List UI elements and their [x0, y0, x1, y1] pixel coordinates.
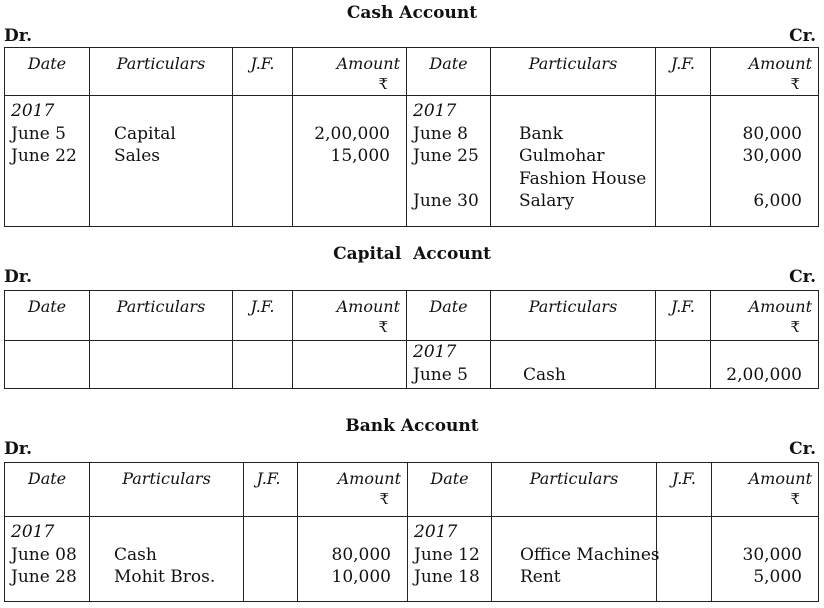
cash-debit-date: June 5: [11, 123, 66, 144]
cash-header-row: [5, 48, 819, 96]
header-date: Date: [5, 48, 90, 96]
header-amount: Amount ₹: [711, 291, 819, 341]
cash-cr-label: Cr.: [789, 26, 816, 46]
bank-debit-year: 2017: [11, 522, 55, 542]
cash-credit-amount: 80,000: [742, 123, 802, 144]
capital-credit-amounts: [711, 341, 819, 389]
cash-debit-dates: [5, 96, 90, 227]
bank-debit-particulars: [90, 517, 244, 602]
bank-debit-jf: [244, 517, 298, 602]
header-particulars: Particulars: [491, 48, 656, 96]
capital-credit-dates: [407, 341, 491, 389]
cash-debit-particular: Capital: [114, 123, 176, 144]
header-jf: J.F.: [233, 291, 293, 341]
header-amount: Amount ₹: [712, 463, 819, 517]
bank-credit-particulars: [492, 517, 660, 602]
capital-credit-jf: [656, 341, 711, 389]
cash-credit-jf: [656, 96, 711, 227]
header-jf: J.F.: [244, 463, 298, 517]
cash-debit-amount: 2,00,000: [314, 123, 390, 144]
cash-credit-particular: Bank: [519, 123, 563, 144]
capital-credit-particular: Cash: [523, 364, 566, 385]
header-particulars: Particulars: [90, 463, 244, 517]
bank-credit-particular: Office Machines: [520, 544, 660, 565]
cash-body-row: [5, 96, 819, 227]
capital-body-row: [5, 341, 819, 389]
bank-credit-jf: [657, 517, 712, 602]
cash-credit-particulars: [491, 96, 656, 227]
bank-credit-amounts: [712, 517, 819, 602]
bank-debit-amount: 80,000: [331, 544, 391, 565]
bank-credit-amount: 5,000: [753, 567, 802, 587]
rupee-symbol: ₹: [790, 318, 800, 336]
rupee-symbol: ₹: [378, 75, 388, 93]
capital-account-title: Capital Account: [333, 244, 491, 264]
header-amount: Amount ₹: [293, 48, 407, 96]
rupee-symbol: ₹: [379, 490, 389, 508]
rupee-symbol: ₹: [790, 75, 800, 93]
cash-credit-amount: 30,000: [742, 146, 802, 166]
bank-credit-date: June 18: [414, 567, 480, 587]
bank-debit-particular: Mohit Bros.: [114, 567, 216, 587]
cash-debit-amount: 15,000: [330, 146, 390, 166]
bank-credit-amount: 30,000: [742, 544, 802, 565]
cash-account-title: Cash Account: [346, 3, 478, 23]
cash-credit-dates: [407, 96, 491, 227]
capital-header-row: [5, 291, 819, 341]
cash-credit-particular: Fashion House: [519, 168, 647, 189]
cash-debit-particular: Sales: [114, 146, 161, 166]
header-particulars: Particulars: [90, 291, 233, 341]
capital-dr-label: Dr.: [4, 267, 33, 287]
cash-debit-year: 2017: [11, 101, 55, 121]
cash-credit-year: 2017: [413, 101, 457, 121]
capital-credit-year: 2017: [413, 342, 457, 362]
header-particulars: Particulars: [492, 463, 657, 517]
bank-cr-label: Cr.: [789, 439, 816, 459]
capital-debit-date: [5, 341, 90, 389]
header-date: Date: [407, 291, 491, 341]
capital-debit-jf: [233, 341, 293, 389]
header-date: Date: [407, 48, 491, 96]
cash-debit-jf: [233, 96, 293, 227]
header-amount: Amount ₹: [711, 48, 819, 96]
rupee-symbol: ₹: [790, 490, 800, 508]
header-amount: Amount ₹: [293, 291, 407, 341]
header-date: Date: [5, 291, 90, 341]
capital-credit-date: June 5: [413, 364, 468, 385]
cash-debit-date: June 22: [11, 146, 77, 166]
header-particulars: Particulars: [90, 48, 233, 96]
bank-debit-date: June 08: [11, 544, 77, 565]
header-jf: J.F.: [656, 291, 711, 341]
header-date: Date: [408, 463, 492, 517]
cash-dr-label: Dr.: [4, 26, 33, 46]
bank-debit-date: June 28: [11, 567, 77, 587]
header-jf: J.F.: [657, 463, 712, 517]
cash-credit-amount: [711, 168, 802, 191]
cash-debit-amounts: [293, 96, 407, 227]
bank-header-row: [5, 463, 819, 517]
cash-credit-date: [413, 168, 490, 191]
bank-debit-amounts: [298, 517, 408, 602]
bank-account-title: Bank Account: [345, 416, 479, 436]
cash-credit-date: June 30: [413, 191, 479, 211]
header-jf: J.F.: [233, 48, 293, 96]
header-amount: Amount ₹: [298, 463, 408, 517]
cash-account-ledger: [4, 47, 818, 227]
capital-credit-particulars: [491, 341, 656, 389]
header-date: Date: [5, 463, 90, 517]
bank-credit-dates: [408, 517, 492, 602]
bank-dr-label: Dr.: [4, 439, 33, 459]
rupee-symbol: ₹: [378, 318, 388, 336]
cash-debit-particulars: [90, 96, 233, 227]
bank-debit-dates: [5, 517, 90, 602]
cash-credit-amount: 6,000: [753, 191, 802, 211]
cash-credit-particular: Gulmohar: [519, 146, 605, 166]
capital-account-ledger: [4, 290, 818, 389]
bank-debit-particular: Cash: [114, 544, 157, 565]
cash-credit-date: June 8: [413, 123, 468, 144]
bank-body-row: [5, 517, 819, 602]
capital-debit-amount: [293, 341, 407, 389]
bank-credit-year: 2017: [414, 522, 458, 542]
cash-credit-amounts: [711, 96, 819, 227]
header-particulars: Particulars: [491, 291, 656, 341]
bank-debit-amount: 10,000: [331, 567, 391, 587]
bank-credit-date: June 12: [414, 544, 480, 565]
bank-account-ledger: [4, 462, 818, 602]
header-jf: J.F.: [656, 48, 711, 96]
capital-credit-amount: 2,00,000: [726, 364, 802, 385]
bank-credit-particular: Rent: [520, 567, 561, 587]
capital-debit-particulars: [90, 341, 233, 389]
cash-credit-particular: Salary: [519, 191, 575, 211]
capital-cr-label: Cr.: [789, 267, 816, 287]
cash-credit-date: June 25: [413, 146, 479, 166]
